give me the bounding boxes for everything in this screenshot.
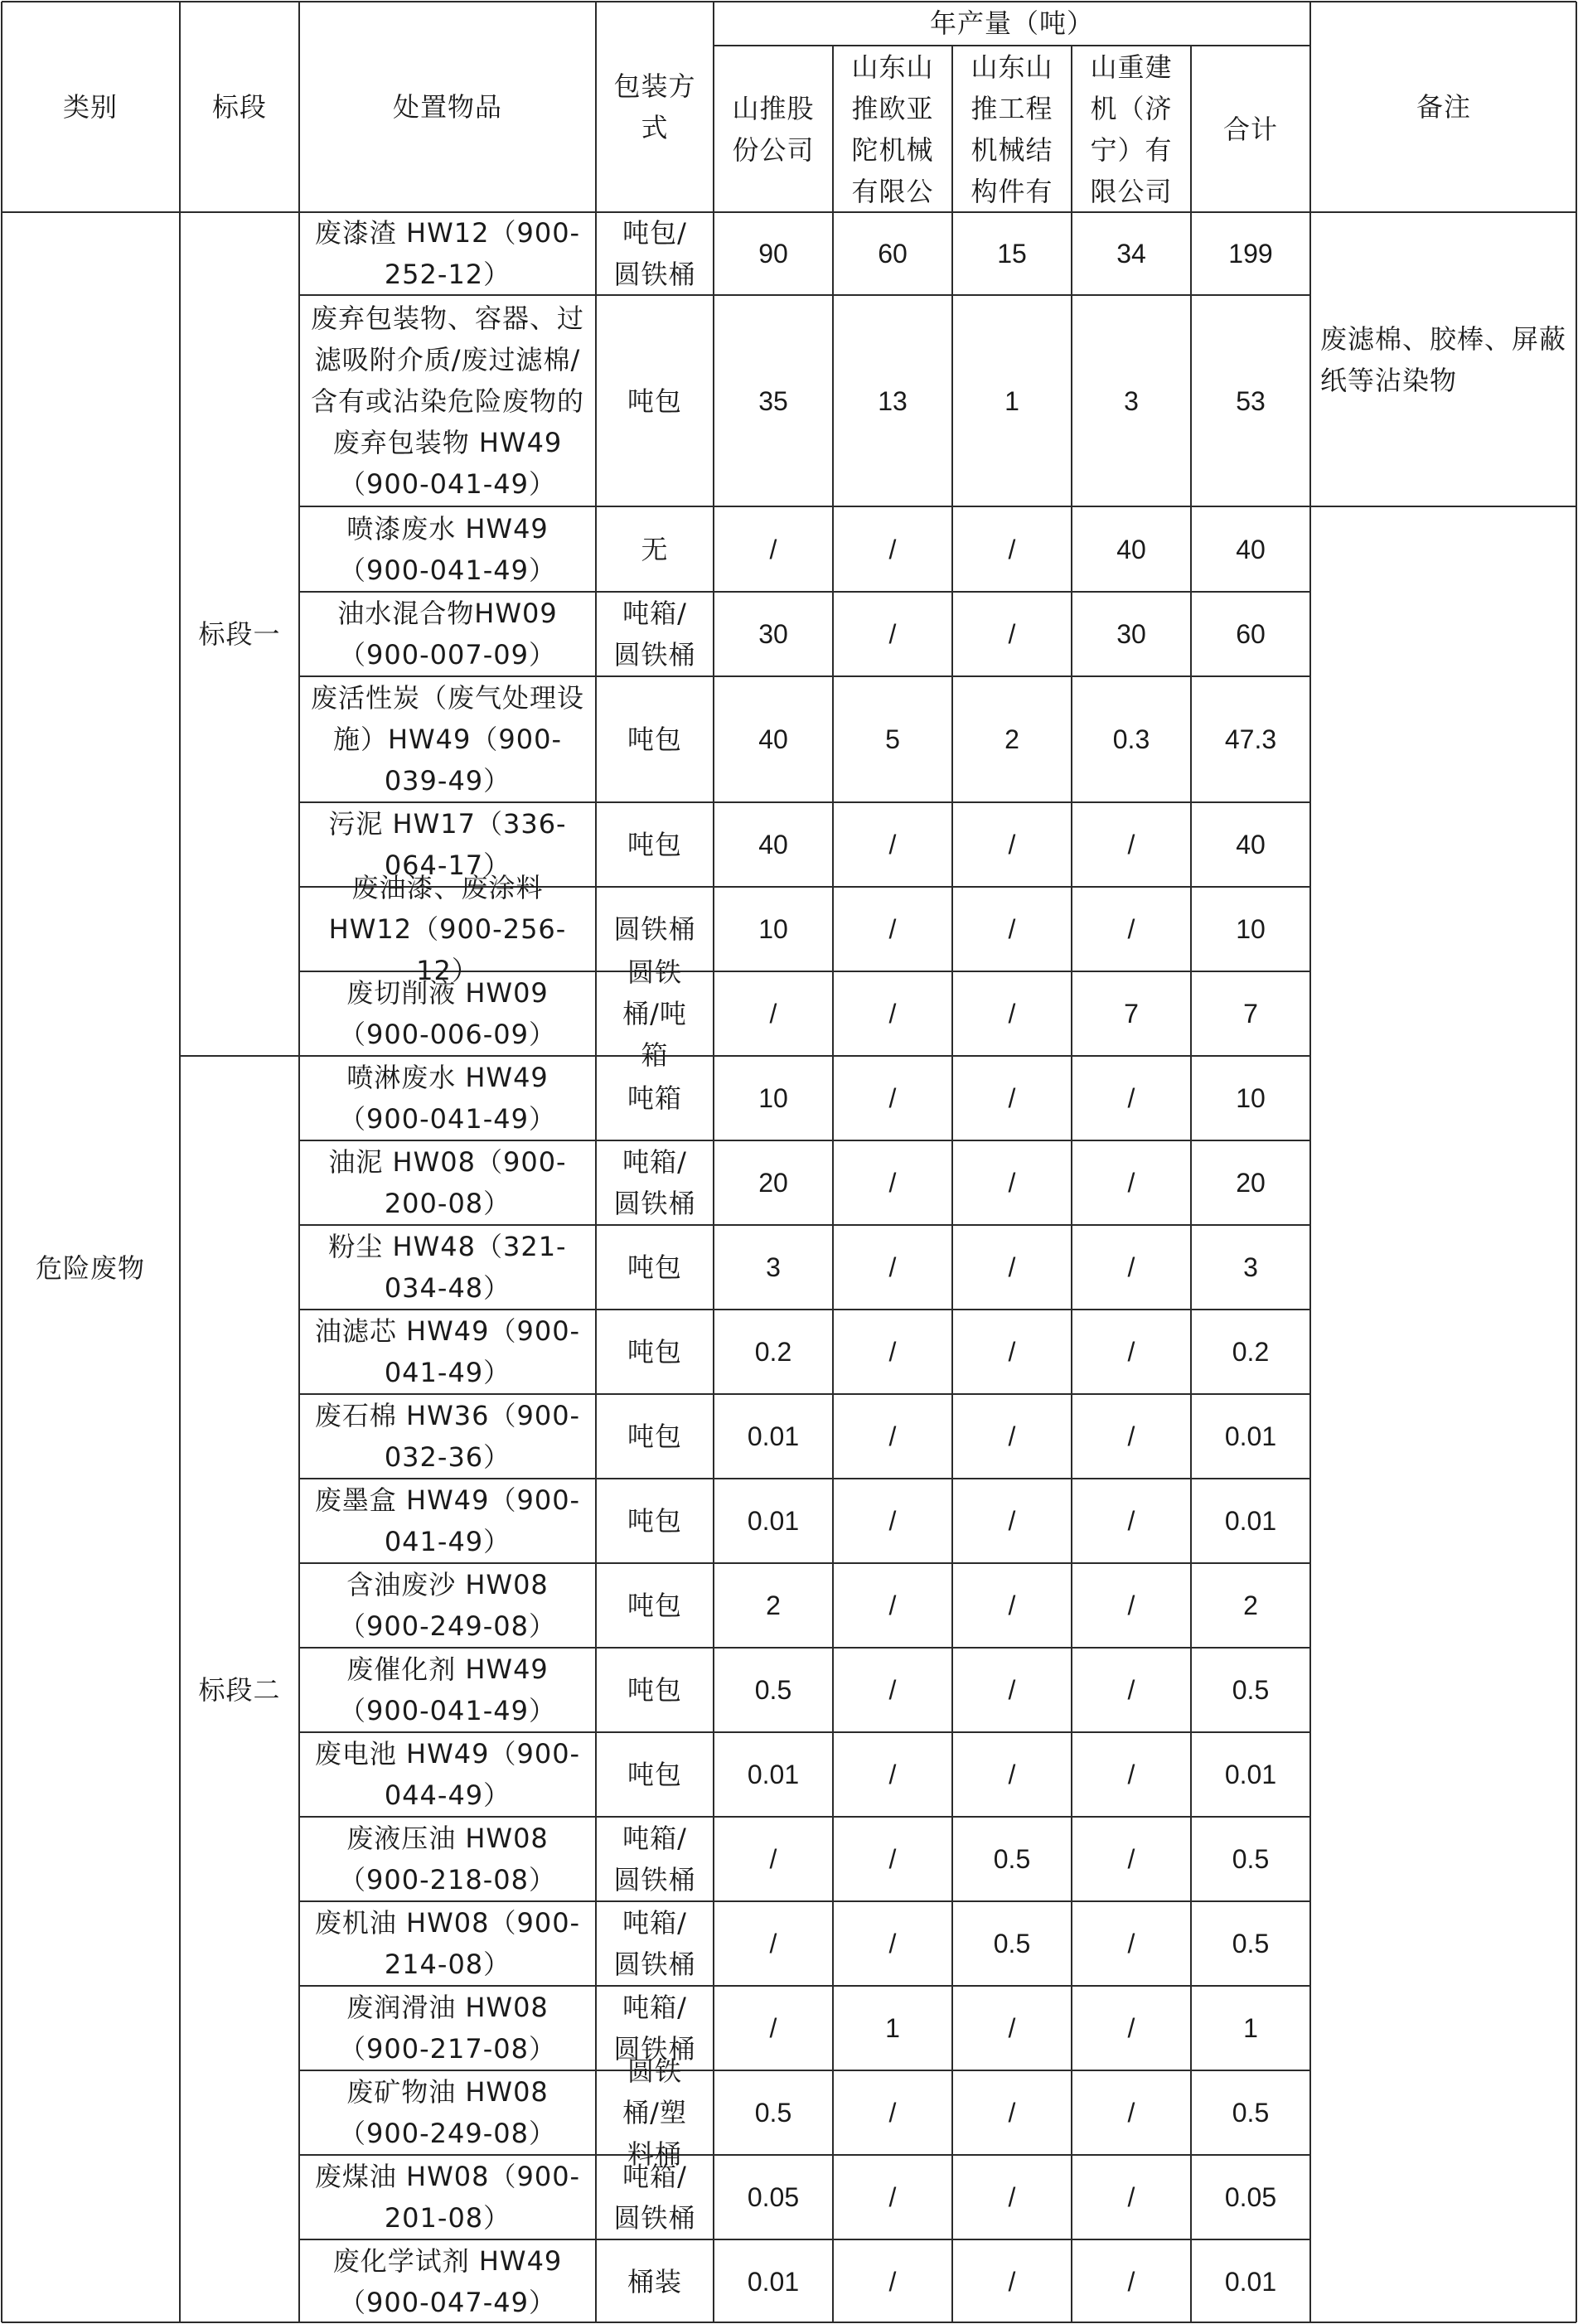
output-cell: 0.5	[993, 1844, 1031, 1874]
output-cell: 90	[758, 239, 788, 269]
packaging-cell: 吨箱/圆铁桶	[613, 1907, 696, 1980]
output-cell: /	[1127, 1844, 1135, 1874]
output-cell: /	[888, 1760, 897, 1789]
total-cell: 0.01	[1224, 1421, 1277, 1451]
output-cell: /	[1008, 1337, 1016, 1367]
output-cell: 0.05	[747, 2182, 800, 2212]
output-cell: 40	[758, 724, 788, 754]
output-cell: /	[1127, 2182, 1135, 2212]
remark-cell: 废滤棉、胶棒、屏蔽纸等沾染物	[1320, 323, 1567, 396]
packaging-cell: 吨包	[627, 724, 682, 755]
packaging-cell: 吨包	[627, 1252, 682, 1283]
header-item: 处置物品	[392, 90, 502, 123]
output-cell: 2	[1004, 724, 1019, 754]
output-cell: 34	[1116, 239, 1146, 269]
item-cell: 废电池 HW49（900-044-49）	[314, 1738, 581, 1811]
output-cell: /	[888, 1421, 897, 1451]
output-cell: /	[769, 1844, 777, 1874]
total-cell: 1	[1243, 2013, 1258, 2043]
item-cell: 废矿物油 HW08（900-249-08）	[339, 2076, 556, 2149]
output-cell: /	[888, 830, 897, 859]
packaging-cell: 圆铁桶/塑料桶	[622, 2055, 687, 2170]
item-cell: 废切削液 HW09（900-006-09）	[339, 977, 556, 1050]
packaging-cell: 吨箱/圆铁桶	[613, 598, 696, 671]
packaging-cell: 吨包	[627, 829, 682, 860]
item-cell: 污泥 HW17（336-064-17）	[328, 808, 567, 881]
output-cell: /	[1008, 1083, 1016, 1113]
output-cell: /	[1008, 2266, 1016, 2297]
output-cell: /	[1127, 1929, 1135, 1958]
output-cell: /	[888, 534, 897, 564]
packaging-cell: 吨包	[627, 1590, 682, 1621]
output-cell: /	[1127, 1760, 1135, 1789]
packaging-cell: 无	[641, 533, 669, 565]
output-cell: 20	[758, 1168, 788, 1198]
output-cell: /	[1008, 1590, 1016, 1620]
header-total: 合计	[1222, 113, 1278, 145]
output-cell: /	[1008, 1252, 1016, 1282]
output-cell: /	[1127, 1337, 1135, 1367]
total-cell: 0.01	[1224, 2266, 1277, 2297]
total-cell: 0.05	[1224, 2182, 1277, 2212]
output-cell: 0.3	[1112, 724, 1150, 754]
output-cell: 0.5	[754, 2098, 792, 2128]
output-cell: 0.01	[747, 1421, 800, 1451]
output-cell: /	[1127, 1252, 1135, 1282]
output-cell: 1	[1004, 385, 1019, 416]
output-cell: /	[1127, 1168, 1135, 1198]
output-cell: /	[769, 999, 777, 1029]
item-cell: 废活性炭（废气处理设施）HW49（900-039-49）	[311, 682, 585, 796]
total-cell: 0.2	[1232, 1337, 1270, 1367]
packaging-cell: 吨包	[627, 385, 682, 417]
packaging-cell: 圆铁桶/吨箱	[622, 956, 687, 1071]
total-cell: 60	[1236, 619, 1266, 649]
output-cell: 0.5	[993, 1929, 1031, 1958]
item-cell: 含油废沙 HW08（900-249-08）	[339, 1569, 556, 1642]
total-cell: 53	[1236, 385, 1266, 416]
packaging-cell: 吨箱	[627, 1082, 682, 1114]
total-cell: 40	[1236, 830, 1266, 859]
total-cell: 2	[1243, 1590, 1258, 1620]
output-cell: /	[769, 1929, 777, 1958]
output-cell: /	[1127, 2098, 1135, 2128]
output-cell: 35	[758, 385, 788, 416]
header-company: 山东山推工程机械结构件有	[971, 51, 1053, 207]
packaging-cell: 吨箱/圆铁桶	[613, 2161, 696, 2234]
output-cell: 0.01	[747, 1760, 800, 1789]
output-cell: /	[1008, 1760, 1016, 1789]
item-cell: 废润滑油 HW08（900-217-08）	[339, 1992, 556, 2065]
output-cell: /	[1008, 999, 1016, 1029]
output-cell: /	[1127, 1506, 1135, 1536]
packaging-cell: 吨箱/圆铁桶	[613, 1823, 696, 1896]
total-cell: 199	[1228, 239, 1273, 269]
output-cell: /	[888, 1929, 897, 1958]
output-cell: /	[769, 534, 777, 564]
output-cell: /	[1127, 914, 1135, 944]
output-cell: 3	[766, 1252, 781, 1282]
output-cell: /	[888, 2098, 897, 2128]
output-cell: /	[888, 1506, 897, 1536]
header-section: 标段	[211, 90, 267, 123]
header-company: 山推股份公司	[732, 92, 815, 166]
item-cell: 废墨盒 HW49（900-041-49）	[314, 1484, 581, 1557]
total-cell: 3	[1243, 1252, 1258, 1282]
total-cell: 0.5	[1232, 1675, 1270, 1705]
total-cell: 7	[1243, 999, 1258, 1029]
header-remark: 备注	[1416, 90, 1471, 123]
output-cell: /	[1127, 1421, 1135, 1451]
output-cell: 0.5	[754, 1675, 792, 1705]
total-cell: 0.5	[1232, 2098, 1270, 2128]
total-cell: 10	[1236, 914, 1266, 944]
output-cell: /	[1127, 2013, 1135, 2043]
output-cell: /	[888, 1590, 897, 1620]
header-category: 类别	[62, 90, 118, 123]
output-cell: 1	[885, 2013, 900, 2043]
section-cell: 标段一	[198, 618, 281, 650]
header-annual-output: 年产量（吨）	[929, 7, 1094, 39]
packaging-cell: 吨包	[627, 1421, 682, 1452]
item-cell: 喷漆废水 HW49（900-041-49）	[339, 512, 556, 586]
packaging-cell: 圆铁桶	[613, 913, 696, 945]
item-cell: 废化学试剂 HW49（900-047-49）	[332, 2244, 563, 2318]
total-cell: 10	[1236, 1083, 1266, 1113]
output-cell: /	[1008, 914, 1016, 944]
output-cell: /	[1127, 1083, 1135, 1113]
total-cell: 20	[1236, 1168, 1266, 1198]
packaging-cell: 吨箱/圆铁桶	[613, 1146, 696, 1219]
output-cell: /	[1127, 1590, 1135, 1620]
output-cell: 10	[758, 1083, 788, 1113]
output-cell: /	[888, 619, 897, 649]
output-cell: 15	[997, 239, 1027, 269]
output-cell: 2	[766, 1590, 781, 1620]
output-cell: /	[1008, 619, 1016, 649]
packaging-cell: 吨包	[627, 1674, 682, 1706]
output-cell: /	[888, 1252, 897, 1282]
output-cell: 0.2	[754, 1337, 792, 1367]
output-cell: 0.01	[747, 2266, 800, 2297]
category-cell: 危险废物	[35, 1252, 145, 1284]
output-cell: 5	[885, 724, 900, 754]
item-cell: 废石棉 HW36（900-032-36）	[314, 1400, 581, 1473]
output-cell: /	[1008, 1506, 1016, 1536]
packaging-cell: 吨箱/圆铁桶	[613, 1992, 696, 2065]
output-cell: 13	[878, 385, 908, 416]
output-cell: 3	[1124, 385, 1139, 416]
output-cell: 0.01	[747, 1506, 800, 1536]
packaging-cell: 吨包/圆铁桶	[613, 217, 696, 290]
output-cell: /	[1008, 1421, 1016, 1451]
output-cell: /	[888, 1337, 897, 1367]
item-cell: 废漆渣 HW12（900-252-12）	[314, 217, 581, 290]
output-cell: 10	[758, 914, 788, 944]
output-cell: /	[1008, 2098, 1016, 2128]
output-cell: /	[1008, 830, 1016, 859]
item-cell: 废机油 HW08（900-214-08）	[314, 1907, 581, 1980]
item-cell: 油水混合物HW09（900-007-09）	[337, 598, 558, 671]
packaging-cell: 吨包	[627, 1759, 682, 1790]
item-cell: 油滤芯 HW49（900-041-49）	[314, 1315, 581, 1388]
output-cell: 40	[1116, 534, 1146, 564]
output-cell: /	[1127, 830, 1135, 859]
output-cell: 40	[758, 830, 788, 859]
total-cell: 47.3	[1224, 724, 1277, 754]
output-cell: 30	[1116, 619, 1146, 649]
output-cell: /	[1008, 1168, 1016, 1198]
output-cell: /	[888, 1844, 897, 1874]
total-cell: 40	[1236, 534, 1266, 564]
output-cell: 30	[758, 619, 788, 649]
output-cell: 60	[878, 239, 908, 269]
total-cell: 0.5	[1232, 1929, 1270, 1958]
output-cell: /	[1008, 534, 1016, 564]
item-cell: 喷淋废水 HW49（900-041-49）	[339, 1062, 556, 1135]
packaging-cell: 吨包	[627, 1336, 682, 1368]
packaging-cell: 吨包	[627, 1505, 682, 1537]
output-cell: /	[888, 1083, 897, 1113]
output-cell: /	[1008, 2182, 1016, 2212]
total-cell: 0.01	[1224, 1506, 1277, 1536]
output-cell: 7	[1124, 999, 1139, 1029]
item-cell: 废液压油 HW08（900-218-08）	[339, 1823, 556, 1896]
output-cell: /	[888, 1168, 897, 1198]
item-cell: 粉尘 HW48（321-034-48）	[328, 1231, 567, 1304]
hazardous-waste-table	[1, 1, 1577, 2323]
header-company: 山东山推欧亚陀机械有限公	[851, 51, 934, 207]
output-cell: /	[1008, 1675, 1016, 1705]
output-cell: /	[1008, 2013, 1016, 2043]
item-cell: 废油漆、废涂料HW12（900-256-12）	[328, 872, 567, 986]
output-cell: /	[888, 2182, 897, 2212]
output-cell: /	[769, 2013, 777, 2043]
section-cell: 标段二	[198, 1673, 281, 1706]
item-cell: 油泥 HW08（900-200-08）	[328, 1146, 567, 1219]
header-company: 山重建机（济宁）有限公司	[1090, 51, 1173, 207]
item-cell: 废弃包装物、容器、过滤吸附介质/废过滤棉/含有或沾染危险废物的废弃包装物 HW49（900-041-49）	[311, 302, 585, 500]
output-cell: /	[1127, 1675, 1135, 1705]
output-cell: /	[1127, 2266, 1135, 2297]
output-cell: /	[888, 999, 897, 1029]
packaging-cell: 桶装	[627, 2265, 682, 2297]
output-cell: /	[888, 2266, 897, 2297]
item-cell: 废催化剂 HW49（900-041-49）	[339, 1653, 556, 1726]
output-cell: /	[888, 1675, 897, 1705]
total-cell: 0.5	[1232, 1844, 1270, 1874]
total-cell: 0.01	[1224, 1760, 1277, 1789]
item-cell: 废煤油 HW08（900-201-08）	[314, 2161, 581, 2234]
header-packaging: 包装方式	[613, 70, 696, 143]
output-cell: /	[888, 914, 897, 944]
